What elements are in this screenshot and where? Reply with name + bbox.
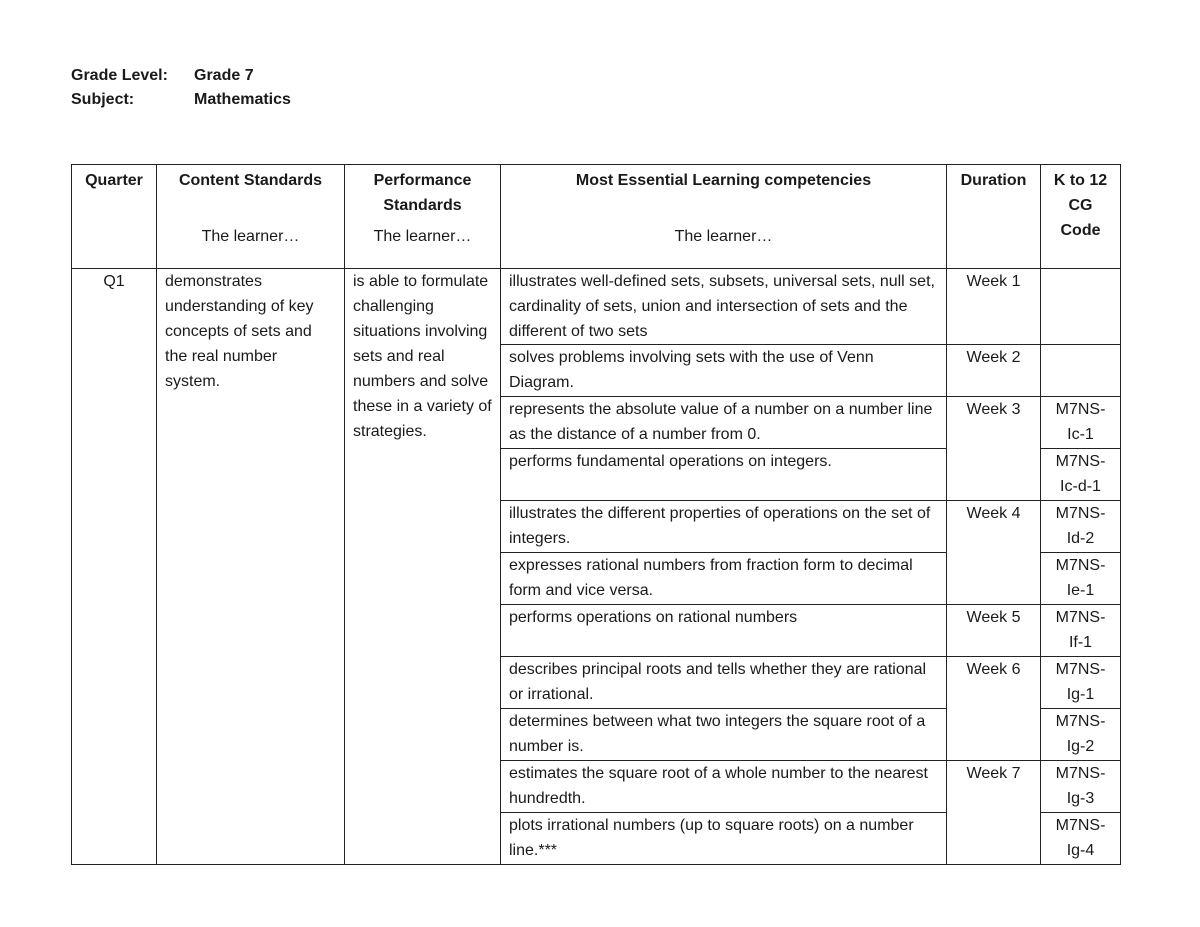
cg-code-cell: M7NS-Id-2 xyxy=(1041,501,1121,553)
duration-cell: Week 5 xyxy=(947,605,1041,657)
melc-title: Most Essential Learning competencies xyxy=(575,172,872,189)
competency-cell: illustrates well-defined sets, subsets, universal sets, null set, cardinality of sets, union and intersection of sets and the different of two sets xyxy=(501,269,947,345)
cg-code-cell: M7NS-Ig-2 xyxy=(1041,709,1121,761)
competency-cell: performs operations on rational numbers xyxy=(501,605,947,657)
competency-cell: expresses rational numbers from fraction form to decimal form and vice versa. xyxy=(501,553,947,605)
cg-code-cell xyxy=(1041,345,1121,397)
cg-code-cell: M7NS-Ig-4 xyxy=(1041,813,1121,865)
competency-cell: represents the absolute value of a number on a number line as the distance of a number from 0. xyxy=(501,397,947,449)
subject-value: Mathematics xyxy=(194,91,291,108)
competency-cell: determines between what two integers the square root of a number is. xyxy=(501,709,947,761)
performance-standards-header xyxy=(345,165,501,269)
cg-code-cell: M7NS-If-1 xyxy=(1041,605,1121,657)
performance-standard-cell: is able to formulate challenging situations involving sets and real numbers and solve these in a variety of strategies. xyxy=(345,269,501,865)
document-header xyxy=(71,64,291,112)
content-standards-header xyxy=(157,165,345,269)
content-standards-subtitle: The learner… xyxy=(201,228,300,245)
grade-level-value: Grade 7 xyxy=(194,67,254,84)
content-standards-title: Content Standards xyxy=(178,172,323,189)
cg-code-cell: M7NS-Ig-1 xyxy=(1041,657,1121,709)
melc-table xyxy=(71,164,1121,865)
duration-cell: Week 1 xyxy=(947,269,1041,345)
content-standard-cell: demonstrates understanding of key concepts of sets and the real number system. xyxy=(157,269,345,865)
quarter-header: Quarter xyxy=(72,165,157,269)
performance-standards-subtitle: The learner… xyxy=(373,228,472,245)
subject-label: Subject: xyxy=(71,91,135,108)
grade-level-row xyxy=(71,64,291,88)
performance-standards-title: Performance Standards xyxy=(373,172,472,214)
competency-cell: illustrates the different properties of operations on the set of integers. xyxy=(501,501,947,553)
table-header-row xyxy=(72,165,1121,269)
melc-header xyxy=(501,165,947,269)
competency-cell: plots irrational numbers (up to square roots) on a number line.*** xyxy=(501,813,947,865)
subject-row xyxy=(71,88,291,112)
quarter-cell: Q1 xyxy=(72,269,157,865)
cg-code-header: K to 12 CG Code xyxy=(1041,165,1121,269)
table-row xyxy=(72,269,1121,345)
competency-cell: describes principal roots and tells whether they are rational or irrational. xyxy=(501,657,947,709)
competency-cell: performs fundamental operations on integers. xyxy=(501,449,947,501)
melc-subtitle: The learner… xyxy=(674,228,773,245)
cg-code-cell: M7NS-Ie-1 xyxy=(1041,553,1121,605)
duration-cell: Week 7 xyxy=(947,761,1041,865)
competency-cell: estimates the square root of a whole number to the nearest hundredth. xyxy=(501,761,947,813)
cg-code-cell: M7NS-Ic-d-1 xyxy=(1041,449,1121,501)
grade-level-label: Grade Level: xyxy=(71,67,168,84)
duration-cell: Week 4 xyxy=(947,501,1041,605)
duration-cell: Week 3 xyxy=(947,397,1041,501)
competency-cell: solves problems involving sets with the use of Venn Diagram. xyxy=(501,345,947,397)
duration-header: Duration xyxy=(947,165,1041,269)
cg-code-cell: M7NS-Ic-1 xyxy=(1041,397,1121,449)
cg-code-cell: M7NS-Ig-3 xyxy=(1041,761,1121,813)
duration-cell: Week 6 xyxy=(947,657,1041,761)
cg-code-cell xyxy=(1041,269,1121,345)
duration-cell: Week 2 xyxy=(947,345,1041,397)
